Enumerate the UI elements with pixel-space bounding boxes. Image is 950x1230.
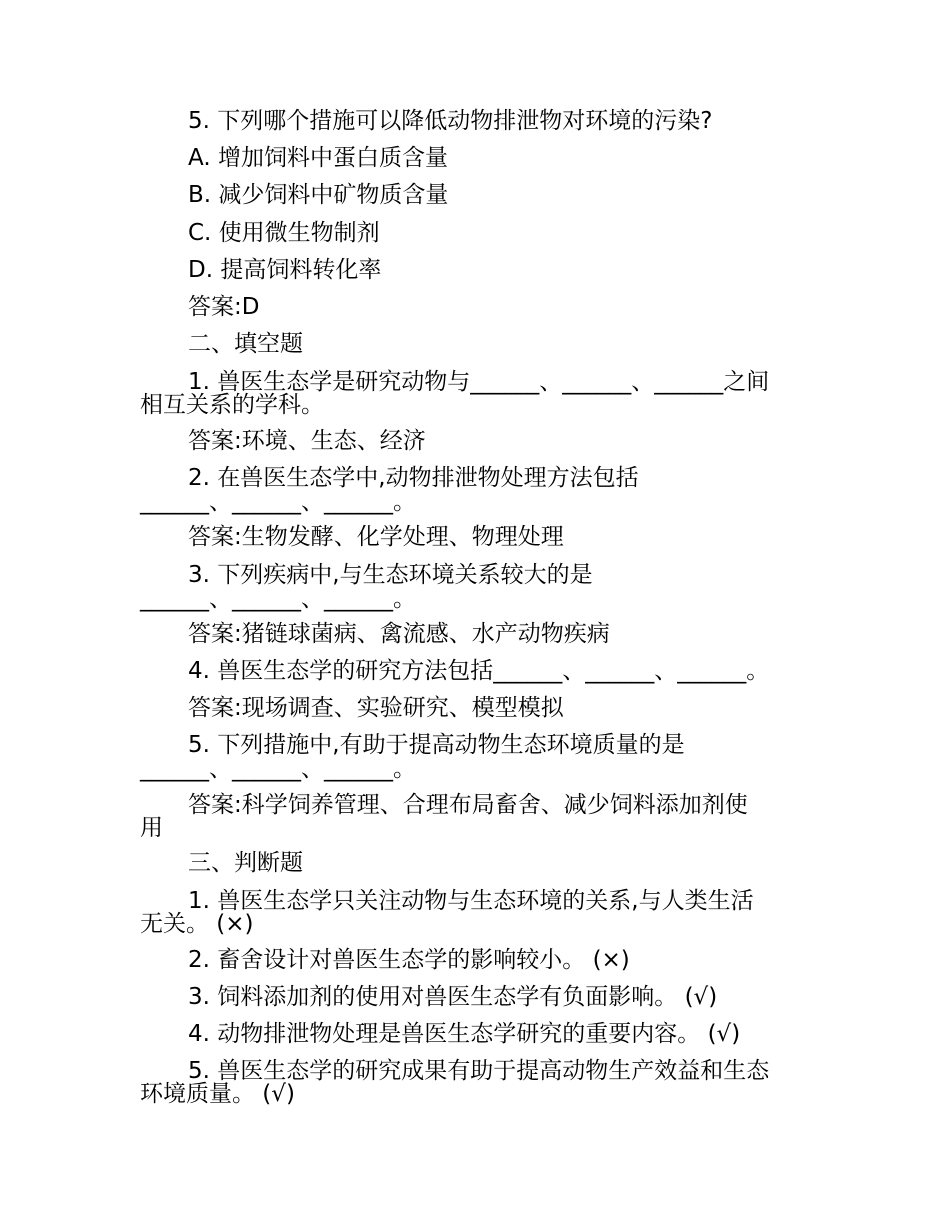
tf-question-2: 2. 畜舍设计对兽医生态学的影响较小。 (×): [188, 947, 630, 973]
fill-answer-5-line-2: 用: [140, 815, 163, 841]
tf-question-5-line-1: 5. 兽医生态学的研究成果有助于提高动物生产效益和生态: [188, 1058, 770, 1084]
mc-question-5: 5. 下列哪个措施可以降低动物排泄物对环境的污染?: [188, 108, 713, 134]
fill-answer-3: 答案:猪链球菌病、禽流感、水产动物疾病: [188, 621, 610, 647]
mc-option-b: B. 减少饲料中矿物质含量: [188, 182, 449, 208]
fill-question-4: 4. 兽医生态学的研究方法包括______、______、______。: [188, 658, 770, 684]
fill-question-2-line-2: ______、______、______。: [140, 489, 416, 515]
fill-question-3-line-1: 3. 下列疾病中,与生态环境关系较大的是: [188, 562, 593, 588]
tf-question-1-line-2: 无关。 (×): [140, 911, 254, 937]
section-heading-fill-blank: 二、填空题: [188, 331, 303, 357]
mc-option-c: C. 使用微生物制剂: [188, 220, 380, 246]
mc-option-a: A. 增加饲料中蛋白质含量: [188, 145, 448, 171]
tf-question-1-line-1: 1. 兽医生态学只关注动物与生态环境的关系,与人类生活: [188, 888, 754, 914]
fill-answer-2: 答案:生物发酵、化学处理、物理处理: [188, 524, 564, 550]
fill-answer-5-line-1: 答案:科学饲养管理、合理布局畜舍、减少饲料添加剂使: [188, 792, 748, 818]
tf-question-5-line-2: 环境质量。 (√): [140, 1081, 295, 1107]
fill-answer-4: 答案:现场调查、实验研究、模型模拟: [188, 695, 564, 721]
fill-question-1-line-1: 1. 兽医生态学是研究动物与______、______、______之间: [188, 369, 770, 395]
fill-question-5-line-1: 5. 下列措施中,有助于提高动物生态环境质量的是: [188, 732, 685, 758]
mc-option-d: D. 提高饲料转化率: [188, 257, 382, 283]
fill-answer-1: 答案:环境、生态、经济: [188, 428, 426, 454]
mc-answer: 答案:D: [188, 294, 260, 320]
fill-question-5-line-2: ______、______、______。: [140, 756, 416, 782]
fill-question-1-line-2: 相互关系的学科。: [140, 392, 324, 418]
fill-question-2-line-1: 2. 在兽医生态学中,动物排泄物处理方法包括: [188, 465, 639, 491]
fill-question-3-line-2: ______、______、______。: [140, 586, 416, 612]
tf-question-3: 3. 饲料添加剂的使用对兽医生态学有负面影响。 (√): [188, 984, 718, 1010]
section-heading-true-false: 三、判断题: [188, 850, 303, 876]
tf-question-4: 4. 动物排泄物处理是兽医生态学研究的重要内容。 (√): [188, 1021, 741, 1047]
